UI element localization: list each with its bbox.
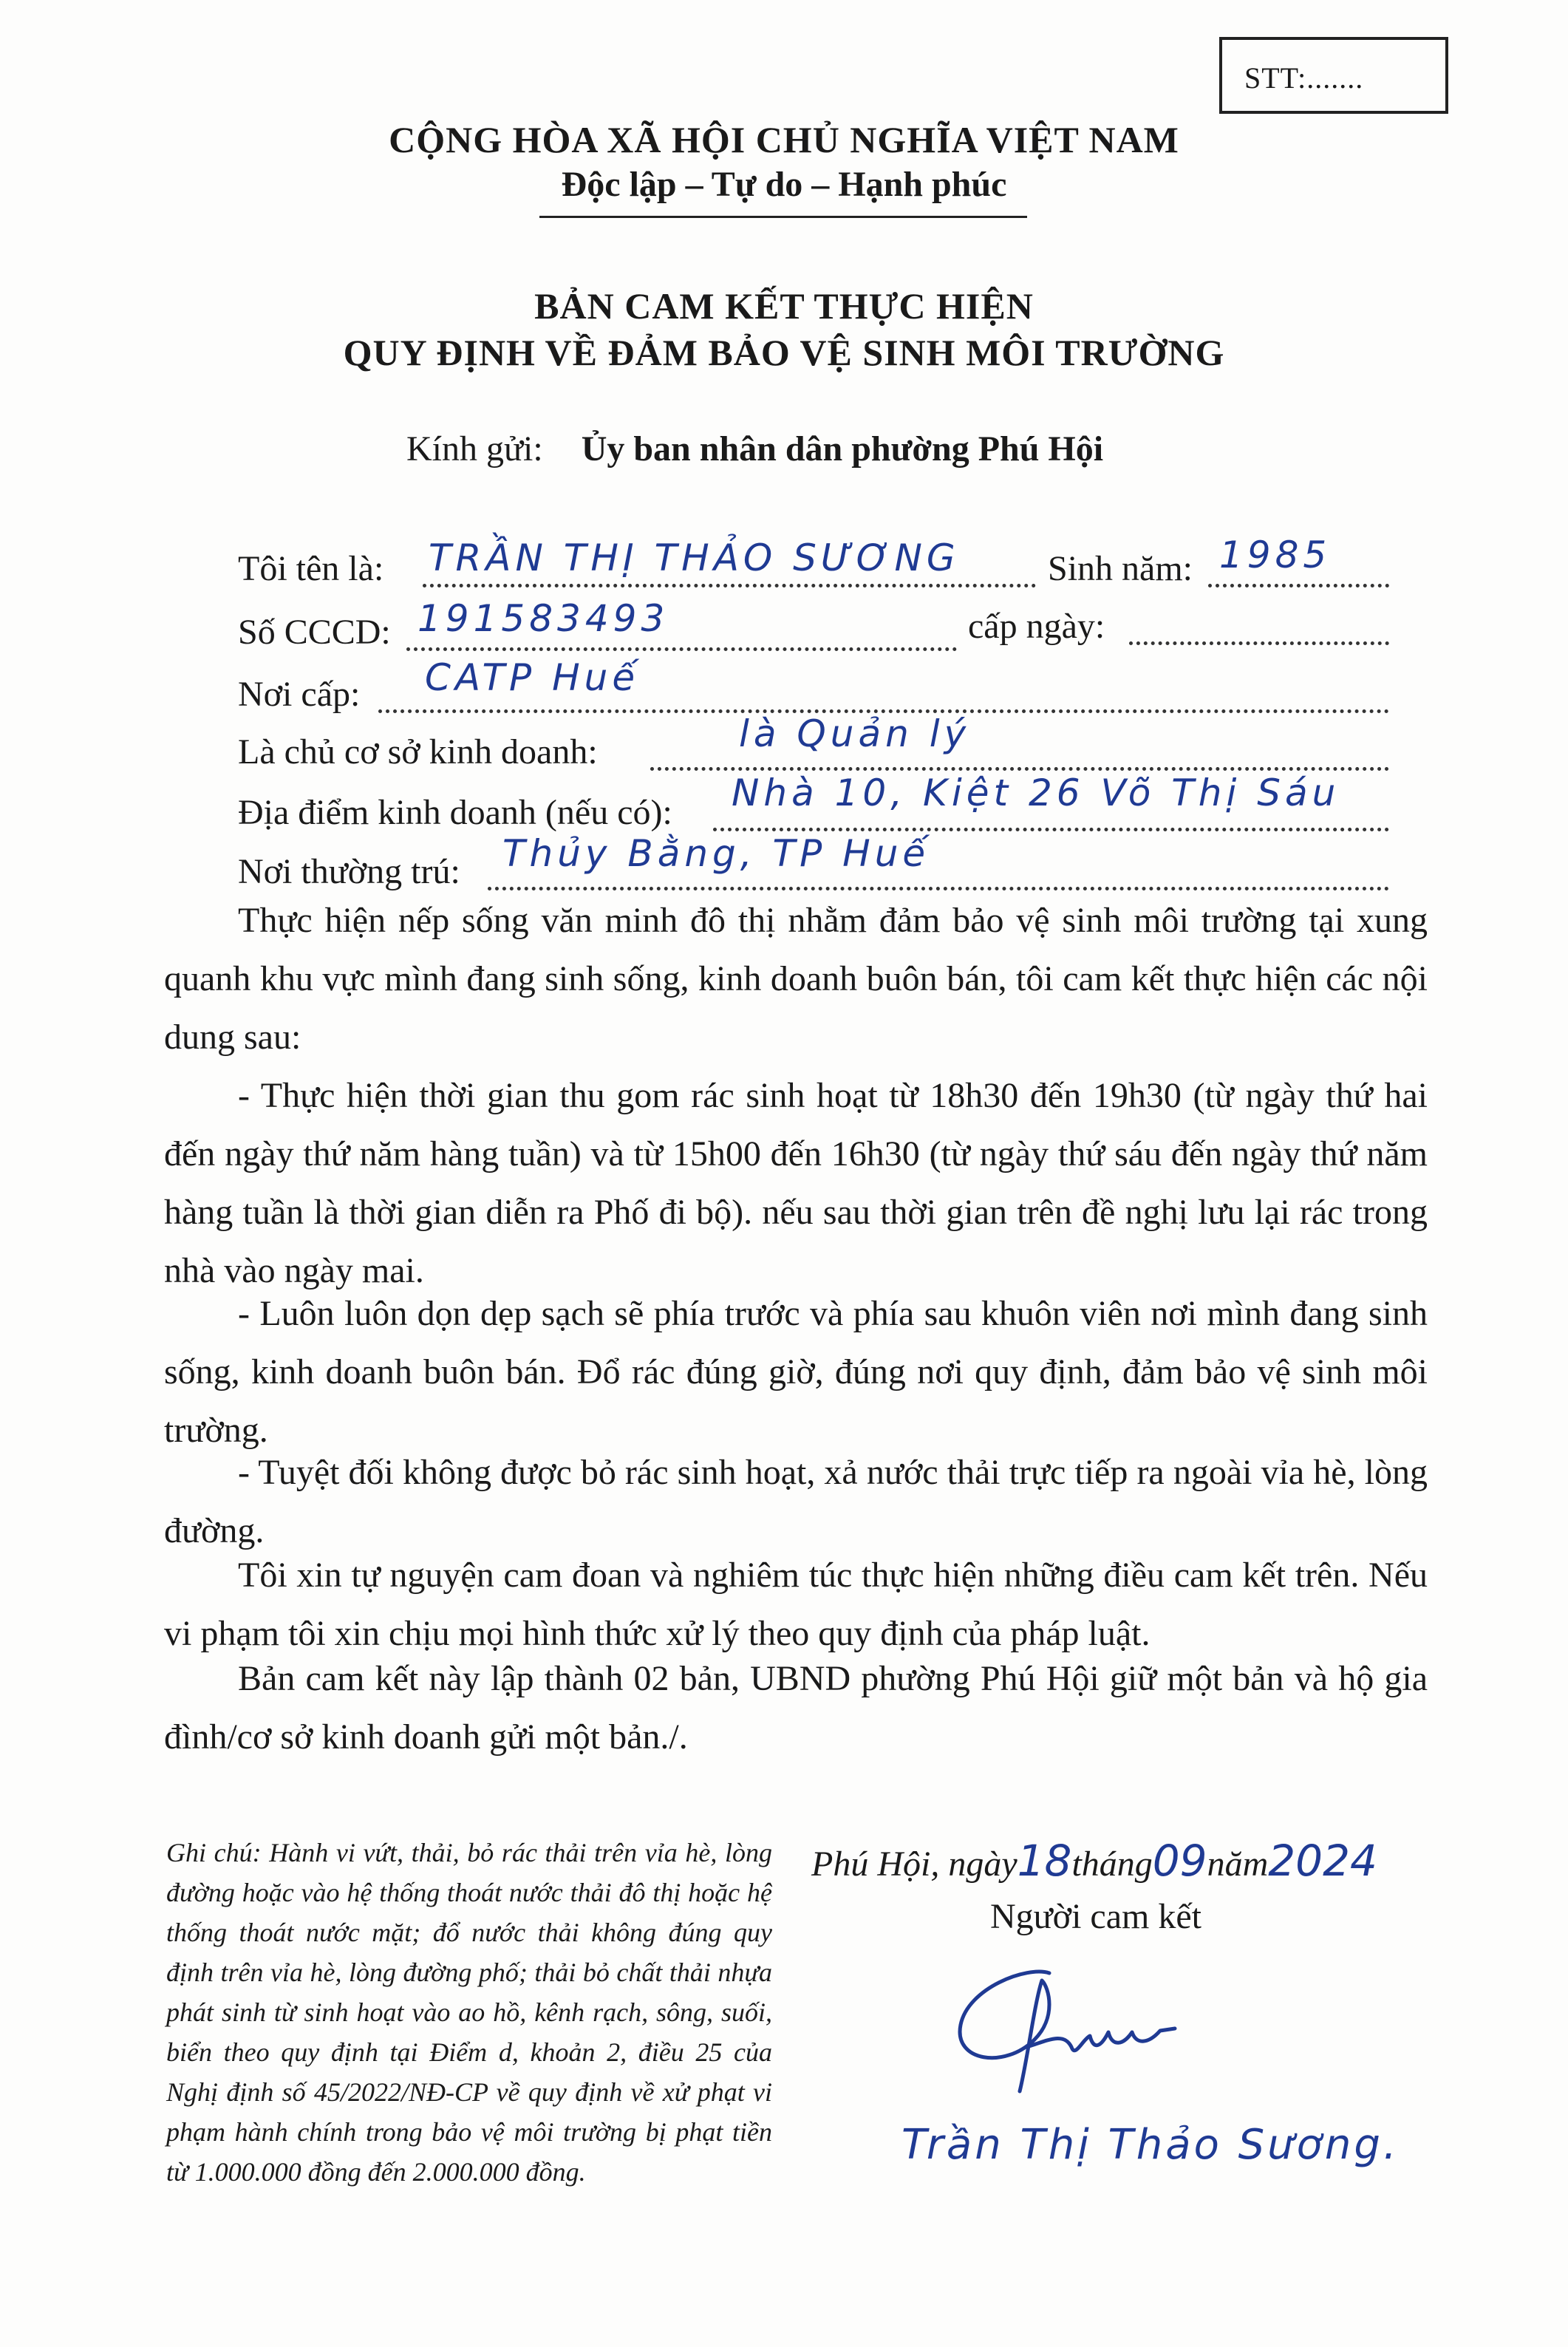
date-line (811, 1836, 1377, 1886)
signer-name: Trần Thị Thảo Sương. (901, 2121, 1400, 2169)
body-item-cleaning (164, 1284, 1428, 1459)
birth-value: 1985 (1219, 534, 1332, 576)
owner-value: là Quản lý (739, 712, 971, 755)
national-title: CỘNG HÒA XÃ HỘI CHỦ NGHĨA VIỆT NAM (389, 119, 1179, 160)
body-text: - Tuyệt đối không được bỏ rác sinh hoạt, xả nước thải trực tiếp ra ngoài vỉa hè, lòng đường. (164, 1453, 1428, 1550)
date-day: 18 (1017, 1836, 1072, 1886)
body-copies (164, 1649, 1428, 1766)
owner-label: Là chủ cơ sở kinh doanh: (238, 732, 598, 771)
id-value: 191583493 (417, 597, 669, 640)
location-dots (713, 828, 1389, 831)
residence-value: Thủy Bằng, TP Huế (502, 832, 930, 875)
body-text: Tôi xin tự nguyện cam đoan và nghiêm túc thực hiện những điều cam kết trên. Nếu vi phạm tôi xin chịu mọi hình thức xử lý theo quy định của pháp luật. (164, 1556, 1428, 1653)
name-value: TRẦN THỊ THẢO SƯƠNG (429, 536, 960, 579)
date-year-label: năm (1207, 1844, 1269, 1884)
issue-date-dots (1129, 641, 1389, 645)
greeting (406, 429, 1103, 469)
greeting-label: Kính gửi: (406, 429, 543, 469)
date-month-label: tháng (1071, 1844, 1153, 1884)
issue-date-label: cấp ngày: (968, 607, 1105, 646)
body-item-collection-time (164, 1066, 1428, 1300)
id-label: Số CCCD: (238, 613, 391, 652)
issued-place-label: Nơi cấp: (238, 675, 361, 714)
document-title-line1: BẢN CAM KẾT THỰC HIỆN (534, 285, 1034, 327)
body-item-prohibition (164, 1443, 1428, 1560)
body-text: Bản cam kết này lập thành 02 bản, UBND phường Phú Hội giữ một bản và hộ gia đình/cơ sở kinh doanh gửi một bản./. (164, 1659, 1428, 1757)
date-year: 2024 (1268, 1836, 1377, 1886)
motto-underline (539, 216, 1027, 218)
greeting-recipient: Ủy ban nhân dân phường Phú Hội (581, 429, 1104, 469)
residence-label: Nơi thường trú: (238, 852, 460, 891)
body-pledge (164, 1546, 1428, 1663)
handwritten-signature (938, 1958, 1190, 2106)
date-month: 09 (1152, 1836, 1207, 1886)
issued-place-value: CATP Huế (425, 656, 640, 699)
name-dots (423, 584, 1036, 587)
body-paragraph-intro (164, 891, 1428, 1066)
id-dots (406, 647, 957, 651)
body-text: - Luôn luôn dọn dẹp sạch sẽ phía trước và phía sau khuôn viên nơi mình đang sinh sống, kinh doanh buôn bán. Đổ rác đúng giờ, đúng nơi quy định, đảm bảo vệ sinh môi trường. (164, 1294, 1428, 1450)
stt-box: STT:....... (1219, 37, 1448, 114)
legal-note: Ghi chú: Hành vi vứt, thải, bỏ rác thải trên vỉa hè, lòng đường hoặc vào hệ thống thoát nước thải đô thị hoặc hệ thống thoát nước mặt; đổ nước thải không đúng quy định trên vỉa hè, lòng đường phố; thải bỏ chất thải nhựa phát sinh từ sinh hoạt vào ao hồ, kênh rạch, sông, suối, biển theo quy định tại Điểm d, khoản 2, điều 25 của Nghị định số 45/2022/NĐ-CP về quy định về xử phạt vi phạm hành chính trong bảo vệ môi trường bị phạt tiền từ 1.000.000 đồng đến 2.000.000 đồng. (166, 1838, 772, 2187)
document-title-line2: QUY ĐỊNH VỀ ĐẢM BẢO VỆ SINH MÔI TRƯỜNG (343, 332, 1225, 373)
signer-label: Người cam kết (990, 1897, 1201, 1936)
residence-dots (488, 887, 1389, 890)
date-place-label: Phú Hội, ngày (811, 1844, 1018, 1884)
location-value: Nhà 10, Kiệt 26 Võ Thị Sáu (732, 771, 1340, 814)
national-motto: Độc lập – Tự do – Hạnh phúc (561, 165, 1007, 204)
body-text: - Thực hiện thời gian thu gom rác sinh hoạt từ 18h30 đến 19h30 (từ ngày thứ hai đến ngày thứ năm hàng tuần) và từ 15h00 đến 16h30 (từ ngày thứ sáu đến ngày thứ năm hàng tuần là thời gian diễn ra Phố đi bộ). nếu sau thời gian trên đề nghị lưu lại rác trong nhà vào ngày mai. (164, 1076, 1428, 1290)
name-label: Tôi tên là: (238, 549, 384, 588)
body-text: Thực hiện nếp sống văn minh đô thị nhằm đảm bảo vệ sinh môi trường tại xung quanh khu vực mình đang sinh sống, kinh doanh buôn bán, tôi cam kết thực hiện các nội dung sau: (164, 901, 1428, 1057)
birth-dots (1208, 584, 1389, 587)
location-label: Địa điểm kinh doanh (nếu có): (238, 793, 672, 832)
birth-label: Sinh năm: (1048, 549, 1193, 588)
owner-dots (650, 767, 1389, 771)
